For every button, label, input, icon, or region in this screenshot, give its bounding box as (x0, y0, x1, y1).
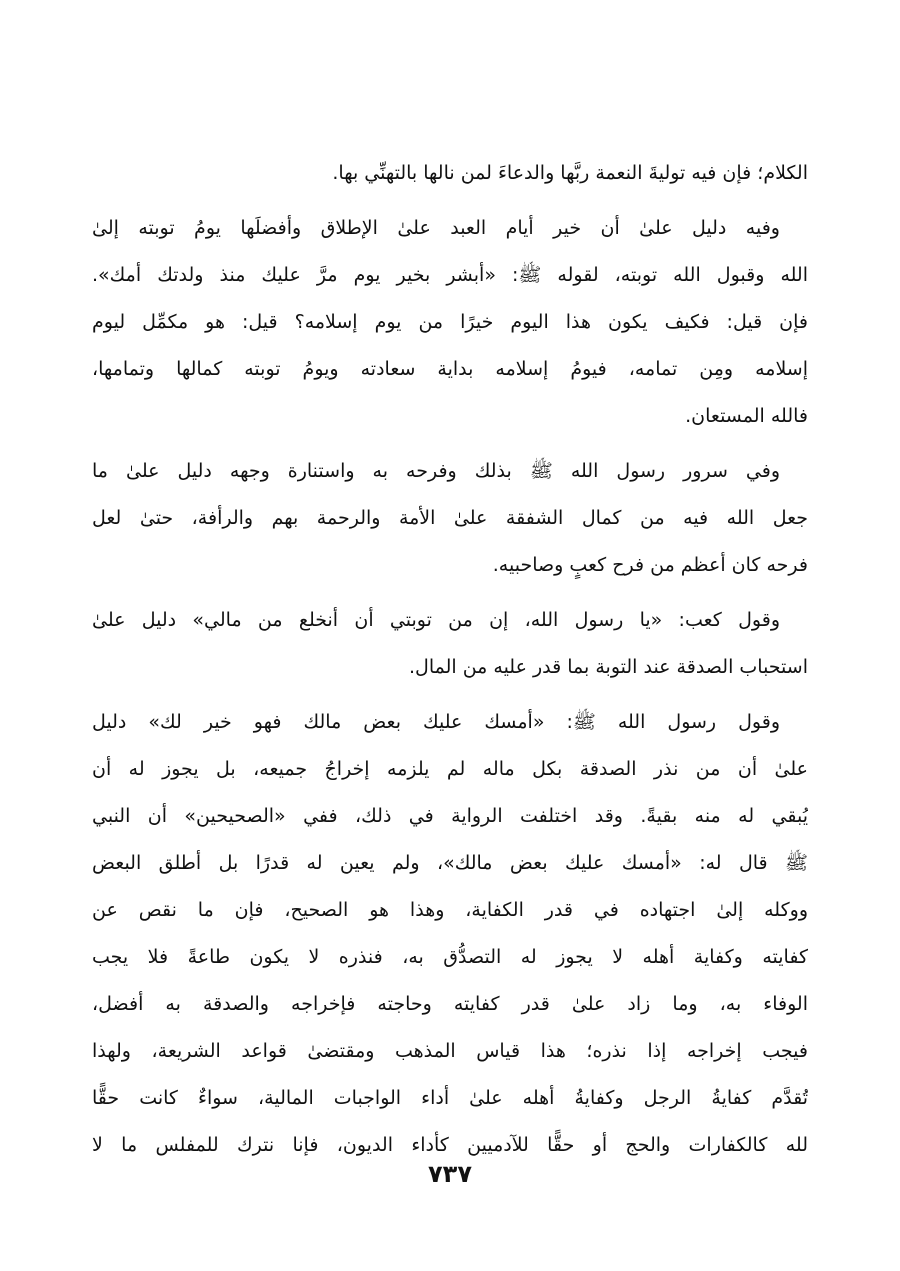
text-line: وقول كعب: «يا رسول الله، إن من توبتي أن أنخلع من مالي» دليل علىٰ (92, 609, 780, 631)
text-line: الكلام؛ فإن فيه توليةَ النعمة ربَّها والدعاءَ لمن نالها بالتهنِّي بها. (332, 162, 808, 184)
text-line: فالله المستعان. (685, 405, 808, 427)
text-line: جعل الله فيه من كمال الشفقة علىٰ الأمة والرحمة بهم والرأفة، حتىٰ لعل (92, 507, 808, 529)
text-line: تُقدَّم كفايةُ الرجل وكفايةُ أهله علىٰ أداء الواجبات المالية، سواءٌ كانت حقًّا (92, 1087, 808, 1109)
text-line: وقول رسول الله ﷺ: «أمسك عليك بعض مالك فهو خير لك» دليل (92, 711, 780, 733)
text-line: فيجب إخراجه إذا نذره؛ هذا قياس المذهب ومقتضىٰ قواعد الشريعة، ولهذا (92, 1040, 808, 1062)
text-line: الله وقبول الله توبته، لقوله ﷺ: «أبشر بخير يوم مرَّ عليك منذ ولدتك أمك». (92, 264, 808, 286)
paragraph-3 (92, 448, 808, 589)
text-line: وفي سرور رسول الله ﷺ بذلك وفرحه به واستنارة وجهه دليل علىٰ ما (92, 460, 780, 482)
paragraph-2 (92, 205, 808, 440)
text-line: يُبقي له منه بقيةً. وقد اختلفت الرواية في ذلك، ففي «الصحيحين» أن النبي (92, 805, 808, 827)
text-line: علىٰ أن من نذر الصدقة بكل ماله لم يلزمه إخراجُ جميعه، بل يجوز له أن (92, 758, 808, 780)
paragraph-5 (92, 699, 808, 1169)
text-line: فإن قيل: فكيف يكون هذا اليوم خيرًا من يوم إسلامه؟ قيل: هو مكمِّل ليوم (92, 311, 808, 333)
text-line: لله كالكفارات والحج أو حقًّا للآدميين كأداء الديون، فإنا نترك للمفلس ما لا (92, 1134, 808, 1156)
text-line: وفيه دليل علىٰ أن خير أيام العبد علىٰ الإطلاق وأفضلَها يومُ توبته إلىٰ (92, 217, 780, 239)
page-number: ٧٣٧ (428, 1160, 472, 1188)
text-line: استحباب الصدقة عند التوبة بما قدر عليه من المال. (408, 656, 808, 678)
text-line: ووكله إلىٰ اجتهاده في قدر الكفاية، وهذا هو الصحيح، فإن ما نقص عن (92, 899, 808, 921)
paragraph-4 (92, 597, 808, 691)
text-line: كفايته وكفاية أهله لا يجوز له التصدُّق به، فنذره لا يكون طاعةً فلا يجب (92, 946, 808, 968)
text-line: إسلامه ومِن تمامه، فيومُ إسلامه بداية سعادته ويومُ توبته كمالها وتمامها، (92, 358, 808, 380)
text-line: الوفاء به، وما زاد علىٰ قدر كفايته وحاجته فإخراجه والصدقة به أفضل، (92, 993, 808, 1015)
paragraph-1 (92, 150, 808, 197)
text-line: فرحه كان أعظم من فرح كعبٍ وصاحبيه. (492, 554, 808, 576)
page-body (92, 150, 808, 1169)
text-line: ﷺ قال له: «أمسك عليك بعض مالك»، ولم يعين له قدرًا بل أطلق البعض (92, 852, 808, 874)
